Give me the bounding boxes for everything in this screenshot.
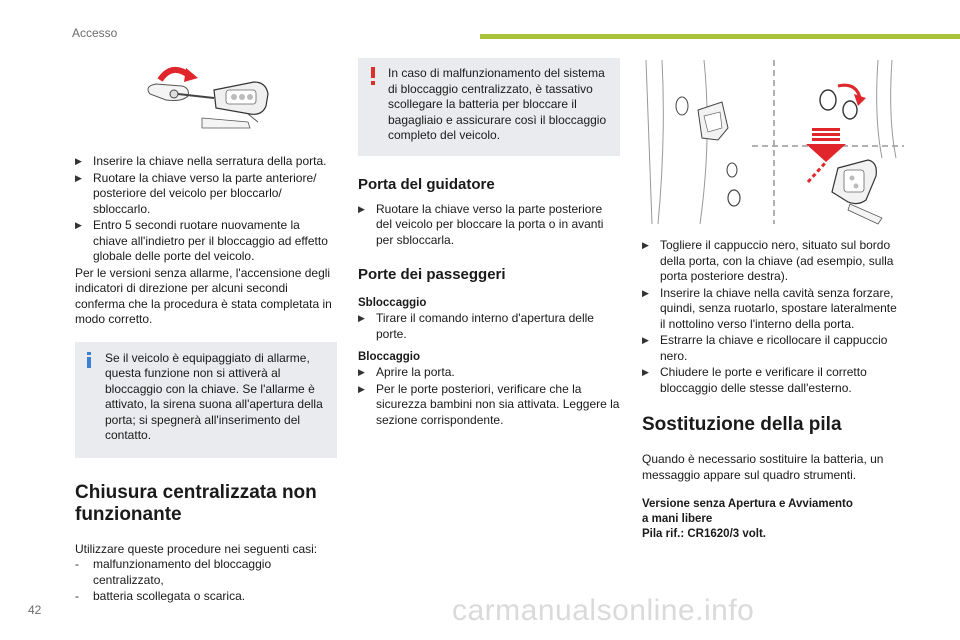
bullet-arrow-icon: ▶	[642, 287, 649, 298]
list-item: ▶ Inserire la chiave nella cavità senza forzare, quindi, senza ruotarlo, spostare lateralmente il nottolino verso l'interno della porta.	[642, 285, 897, 331]
info-icon	[86, 352, 92, 368]
unlock-steps	[358, 311, 620, 342]
list-item: ▶ Inserire la chiave nella serratura della porta.	[75, 154, 327, 168]
bullet-arrow-icon: ▶	[358, 203, 365, 214]
failure-cases	[75, 557, 337, 605]
list-item: ▶ Aprire la porta.	[358, 365, 455, 379]
key-lock-steps	[75, 154, 337, 265]
watermark-url: carmanualsonline.info	[452, 594, 755, 627]
bullet-arrow-icon: ▶	[75, 220, 82, 230]
battery-reference: Pila rif.: CR1620/3 volt.	[642, 528, 766, 540]
section-title: Accesso	[72, 26, 118, 40]
list-item: ▶ Ruotare la chiave verso la parte anteriore/ posteriore del veicolo per bloccarlo/ sbloccarlo.	[75, 170, 317, 216]
alarm-info-box	[75, 342, 337, 458]
driver-door-heading: Porta del guidatore	[358, 175, 495, 193]
bullet-arrow-icon: ▶	[358, 383, 365, 394]
battery-replacement-heading: Sostituzione della pila	[642, 414, 842, 435]
column-2	[358, 58, 620, 429]
no-alarm-note: Per le versioni senza allarme, l'accensione degli indicatori di direzione per alcuni secondi conferma che la procedura è stata completata in modo corretto.	[75, 265, 332, 326]
bullet-arrow-icon: ▶	[642, 240, 649, 250]
battery-replacement-text: Quando è necessario sostituire la batteria, un messaggio appare sul quadro strumenti.	[642, 452, 884, 482]
section-accent-bar	[480, 34, 960, 39]
warning-icon	[370, 67, 376, 85]
list-item: ▶ Ruotare la chiave verso la parte posteriore del veicolo per bloccare la porta o in avanti per sbloccarla.	[358, 201, 604, 247]
cap-steps	[642, 238, 904, 396]
door-lock-cap-illustration	[642, 58, 904, 226]
list-item: - batteria scollegata o scarica.	[75, 589, 246, 603]
bullet-arrow-icon: ▶	[642, 367, 649, 377]
lock-label: Bloccaggio	[358, 351, 420, 363]
battery-warning-text: In caso di malfunzionamento del sistema di bloccaggio centralizzato, è tassativo scollegare la batteria per bloccare il bagagliaio e assicurare così il bloccaggio completo del veicolo.	[388, 66, 607, 142]
column-3	[642, 58, 904, 542]
list-item: - malfunzionamento del bloccaggio centralizzato,	[75, 557, 272, 587]
list-item: ▶ Togliere il cappuccio nero, situato sul bordo della porta, con la chiave (ad esempio, sulla porta posteriore destra).	[642, 238, 894, 283]
passenger-doors-heading: Porte dei passeggeri	[358, 266, 506, 283]
list-item: ▶ Per le porte posteriori, verificare che la sicurezza bambini non sia attivata. Leggere la sezione corrispondente.	[358, 381, 620, 427]
version-line-2: a mani libere	[642, 513, 713, 525]
key-in-door-lock-illustration	[130, 58, 330, 138]
bullet-arrow-icon: ▶	[75, 156, 82, 166]
version-line-1: Versione senza Apertura e Avviamento	[642, 498, 853, 510]
alarm-info-text: Se il veicolo è equipaggiato di allarme, questa funzione non si attiverà al bloccaggio con la chiave. Se l'allarme è attivato, la sirena suona all'apertura della porta; si spegnerà all'inserimento del contatto.	[105, 350, 323, 442]
bullet-arrow-icon: ▶	[358, 367, 365, 377]
list-item: ▶ Estrarre la chiave e ricollocare il cappuccio nero.	[642, 333, 888, 363]
battery-warning-box	[358, 58, 620, 156]
bullet-arrow-icon: ▶	[358, 313, 365, 323]
page-number: 42	[28, 603, 42, 617]
lock-steps	[358, 365, 620, 428]
list-item: ▶ Chiudere le porte e verificare il corretto bloccaggio delle stesse dall'esterno.	[642, 365, 867, 395]
central-locking-heading: Chiusura centralizzata non funzionante	[75, 481, 317, 525]
bullet-arrow-icon: ▶	[642, 335, 649, 345]
list-item: ▶ Tirare il comando interno d'apertura delle porte.	[358, 311, 594, 341]
column-1	[75, 58, 337, 606]
central-locking-intro: Utilizzare queste procedure nei seguenti casi:	[75, 541, 318, 556]
unlock-label: Sbloccaggio	[358, 297, 427, 309]
list-item: ▶ Entro 5 secondi ruotare nuovamente la chiave all'indietro per il bloccaggio ad effetto globale delle porte del veicolo.	[75, 218, 328, 263]
driver-door-steps	[358, 202, 620, 249]
bullet-arrow-icon: ▶	[75, 172, 82, 183]
